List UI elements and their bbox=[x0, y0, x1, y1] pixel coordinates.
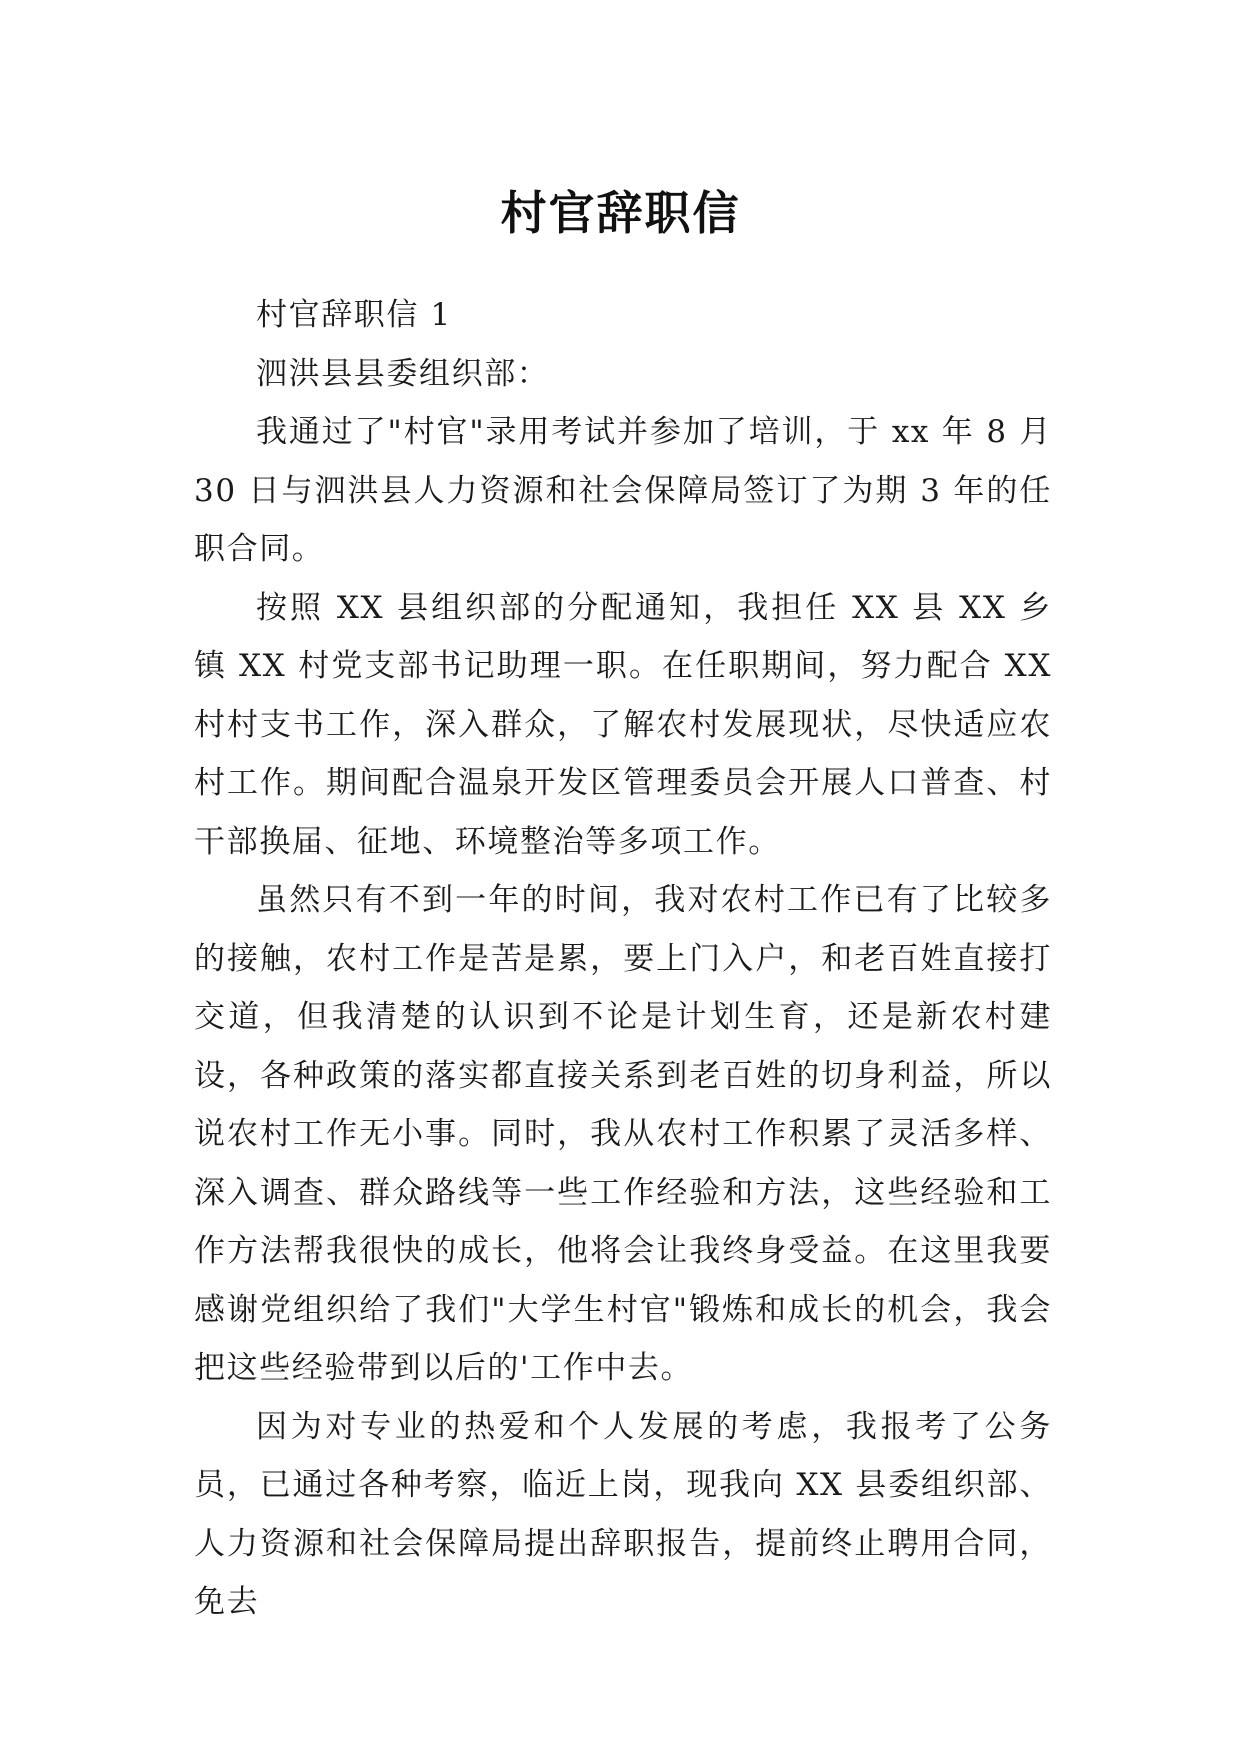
paragraph: 我通过了"村官"录用考试并参加了培训，于 xx 年 8 月 30 日与泗洪县人力资源和社会保障局签订了为期 3 年的任职合同。 bbox=[194, 414, 1052, 567]
paragraph-subtitle: 村官辞职信 1 bbox=[256, 297, 452, 333]
paragraph-salutation: 泗洪县县委组织部： bbox=[256, 355, 550, 392]
paragraph: 因为对专业的热爱和个人发展的考虑，我报考了公务员，已通过各种考察，临近上岗，现我向 XX 县委组织部、人力资源和社会保障局提出辞职报告，提前终止聘用合同，免去 bbox=[194, 1408, 1052, 1620]
document-title: 村官辞职信 bbox=[500, 185, 741, 240]
paragraph: 虽然只有不到一年的时间，我对农村工作已有了比较多的接触，农村工作是苦是累，要上门入户，和老百姓直接打交道，但我清楚的认识到不论是计划生育，还是新农村建设，各种政策的落实都直接关系到老百姓的切身利益，所以说农村工作无小事。同时，我从农村工作积累了灵活多样、深入调查、群众路线等一些工作经验和方法，这些经验和工作方法帮我很快的成长，他将会让我终身受益。在这里我要感谢党组织给了我们"大学生村官"锻炼和成长的机会，我会把这些经验带到以后的'工作中去。 bbox=[194, 882, 1052, 1386]
paragraph: 按照 XX 县组织部的分配通知，我担任 XX 县 XX 乡镇 XX 村党支部书记助理一职。在任职期间，努力配合 XX 村村支书工作，深入群众，了解农村发展现状，尽快适应农村工作。期间配合温泉开发区管理委员会开展人口普查、村干部换届、征地、环境整治等多项工作。 bbox=[194, 589, 1052, 860]
document-body bbox=[194, 286, 1052, 1632]
